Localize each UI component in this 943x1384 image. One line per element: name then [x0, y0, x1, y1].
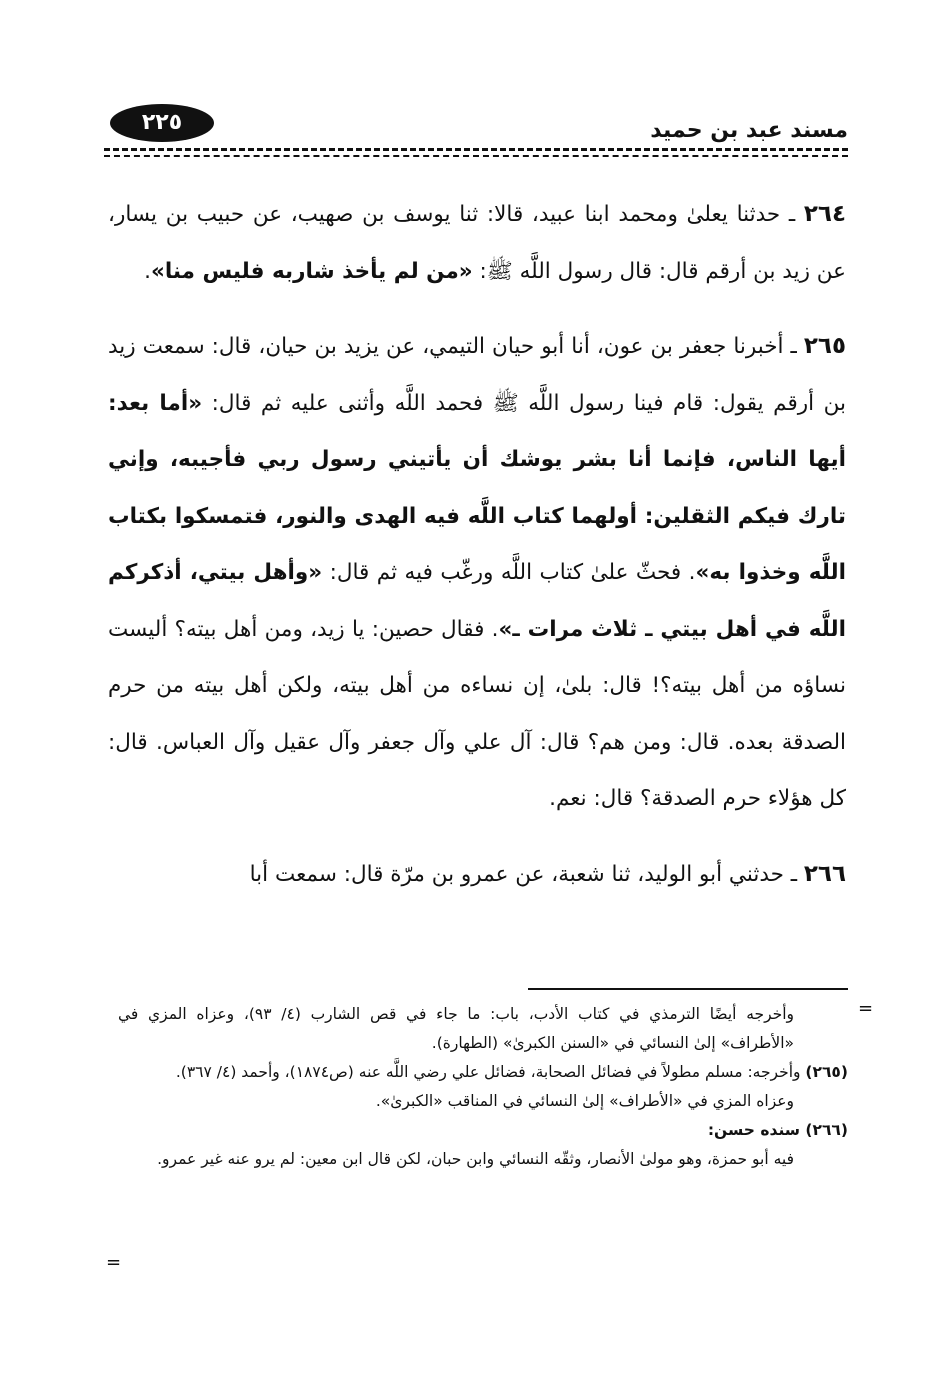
hadith-266: [108, 846, 846, 904]
hadith-text: ـ أخبرنا جعفر بن عون، أنا أبو حيان التيمي، عن يزيد بن حيان، قال: سمعت زيد بن أرقم يقول: قام فينا رسول اللَّه ﷺ فحمد اللَّه وأثنى عليه ثم قال:: [108, 334, 847, 416]
footnote-continuation-mark-bottom: =: [106, 1252, 122, 1273]
footnote-text: وأخرجه: مسلم مطولاً في فضائل الصحابة، فضائل علي رضي اللَّه عنه (ص١٨٧٤)، وأحمد (٤/ ٣٦٧).: [175, 1063, 806, 1081]
hadith-quote: «وأهل بيتي، أذكركم اللَّه في أهل بيتي ـ ثلاث مرات ـ»: [108, 560, 846, 642]
footnote-265-continued: وعزاه المزي في «الأطراف» إلىٰ النسائي في المناقب «الكبرىٰ».: [375, 1092, 794, 1110]
footnote-265: [118, 1058, 848, 1087]
hadith-quote: «من لم يأخذ شاربه فليس منا»: [150, 258, 473, 284]
book-title: مسند عبد بن حميد: [650, 118, 848, 143]
header-divider: [104, 148, 848, 151]
header-divider-secondary: [104, 155, 848, 157]
page-number-badge: ٢٢٥: [110, 104, 214, 142]
hadith-number: ٢٦٥: [803, 333, 846, 359]
hadith-number: ٢٦٦: [803, 860, 846, 887]
page-header: [104, 96, 848, 156]
hadith-265: [108, 318, 846, 828]
footnote-continued: وأخرجه أيضًا الترمذي في كتاب الأدب، باب: ما جاء في قص الشارب (٤/ ٩٣)، وعزاه المزي في «الأطراف» إلىٰ النسائي في «السنن الكبرىٰ» (الطهارة).: [118, 1005, 795, 1052]
hadith-text: ـ حدثنا يعلىٰ ومحمد ابنا عبيد، قالا: ثنا يوسف بن صهيب، عن حبيب بن يسار، عن زيد بن أرقم قال: قال رسول اللَّه ﷺ:: [108, 202, 846, 284]
hadith-text: . فحثّ علىٰ كتاب اللَّه ورغّب فيه ثم قال:: [322, 560, 696, 585]
main-text: [108, 186, 846, 903]
hadith-number: ٢٦٤: [803, 201, 846, 227]
footnote-number: (٢٦٥): [805, 1063, 848, 1081]
footnote-continuation-mark: =: [858, 998, 874, 1019]
hadith-text: ـ حدثني أبو الوليد، ثنا شعبة، عن عمرو بن مرّة قال: سمعت أبا: [249, 861, 804, 887]
hadith-264: [108, 186, 846, 300]
footnotes: [118, 1000, 848, 1174]
footnote-266-text: فيه أبو حمزة، وهو مولىٰ الأنصار، وثقّه النسائي وابن حبان، لكن قال ابن معين: لم يرو عنه غير عمرو.: [157, 1150, 794, 1168]
footnote-heading: سنده حسن:: [707, 1121, 806, 1139]
footnote-266: [118, 1116, 848, 1145]
hadith-quote: «أما بعد: أيها الناس، فإنما أنا بشر يوشك أن يأتيني رسول ربي فأجيبه، وإني تارك فيكم الثقلين: أولهما كتاب اللَّه فيه الهدى والنور، فتمسكوا بكتاب اللَّه وخذوا به»: [108, 390, 846, 585]
hadith-text: .: [144, 258, 151, 284]
footnote-separator: [528, 988, 848, 990]
hadith-text: . فقال حصين: يا زيد، ومن أهل بيته؟ أليست نساؤه من أهل بيته؟! قال: بلىٰ، إن نساءه من أهل بيته، ولكن أهل بيته من حرم الصدقة بعده. قال: ومن هم؟ قال: آل علي وآل جعفر وآل عقيل وآل العباس. قال: كل هؤلاء حرم الصدقة؟ قال: نعم.: [108, 616, 846, 811]
footnote-number: (٢٦٦): [805, 1121, 848, 1139]
